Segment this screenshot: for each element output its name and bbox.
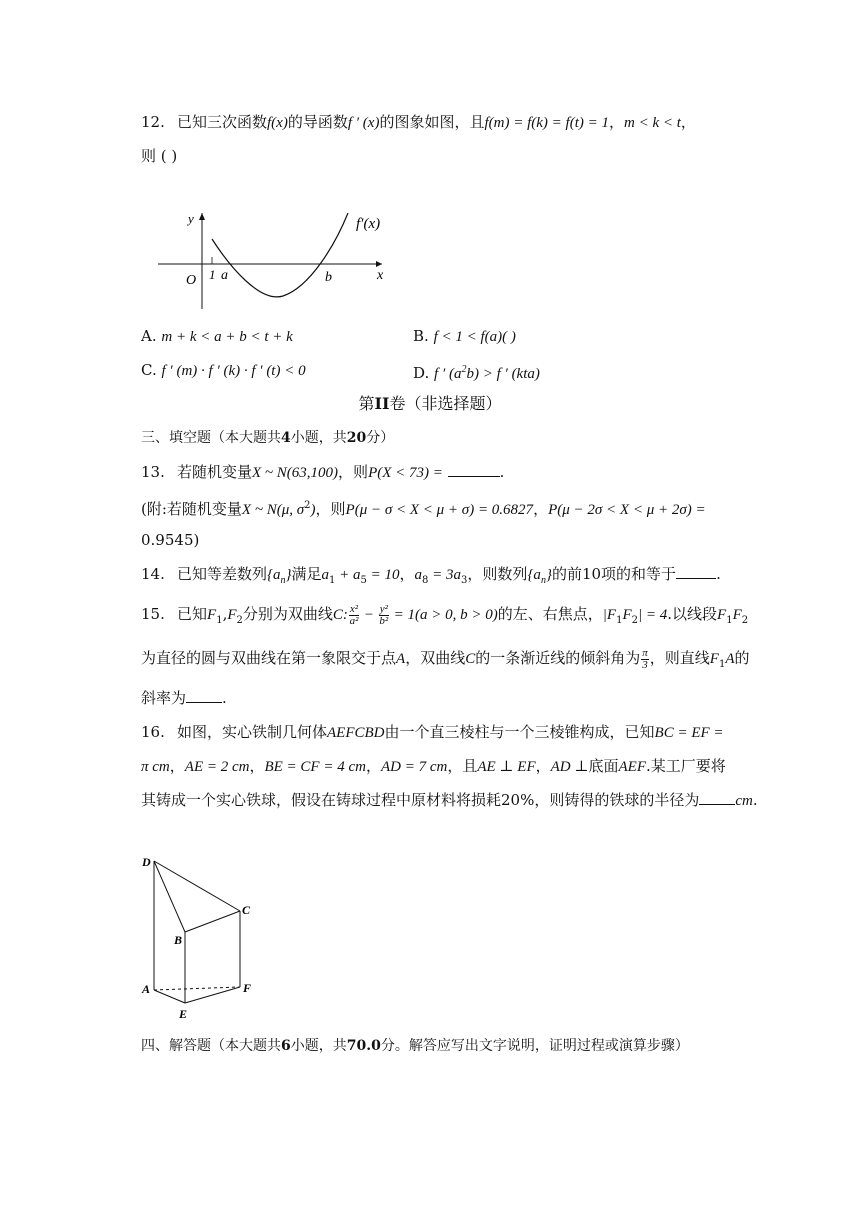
text: 4 [281,430,291,446]
y-axis-arrow [199,213,205,220]
math: A [396,651,406,667]
numerator: y² [379,602,388,615]
text: . [716,565,721,583]
question-15-line-3 [141,688,227,708]
math: AE = 2 cm [184,759,250,775]
math: {a [267,567,281,583]
answer-blank[interactable] [676,564,716,579]
text: ， [608,113,624,131]
label-b: B [174,933,183,947]
math: A [725,651,735,667]
math: a [321,567,330,583]
option-letter: C. [141,361,157,379]
option-text: f < 1 < f(a)( ) [433,329,516,345]
math: + a [335,567,361,583]
text: 已知等差数列 [177,565,268,583]
edge-af-hidden [154,987,240,990]
math: | = 4 [638,607,668,623]
text: 第 [358,394,375,413]
text: ， [533,500,549,518]
question-15-line-1 [141,602,748,633]
text: 若随机变量 [177,463,253,481]
text: 其铸成一个实心铁球，假设在铸球过程中原材料将损耗 [141,791,502,809]
question-13 [141,462,504,483]
subscript: n [280,575,286,586]
math: AD = 7 cm [380,759,448,775]
text: .以线段 [667,605,718,623]
label-a: A [142,982,151,996]
answer-blank[interactable] [186,688,222,703]
math: F [227,607,237,623]
denominator: b² [379,614,389,627]
text: , [222,605,228,623]
text: . [222,689,227,707]
option-b [413,326,516,347]
question-16-line-3 [141,790,758,811]
text: 的图象如图，且 [379,113,485,131]
math: P(X < 73) = [368,465,443,481]
fraction-pi-3 [641,648,649,671]
label-c: C [242,903,251,917]
question-number: 16. [141,723,165,741]
solid-figure [140,850,270,1030]
part-3-header [141,428,394,448]
math: C: [332,607,348,623]
text: 的前 [551,565,582,583]
superscript: 2 [461,364,467,375]
x-label: x [377,268,384,283]
x-axis-arrow [376,261,382,267]
text: ， [535,757,551,775]
y-label: y [188,211,194,226]
subscript: 2 [236,615,243,626]
fraction-x2-a2 [349,604,359,627]
origin-label: O [186,273,197,288]
text: . [752,791,758,809]
text: 如图，实心铁制几何体 [177,723,328,741]
b-label: b [325,270,332,285]
edge-ef [185,987,240,1003]
math: BE = CF = 4 cm [264,759,366,775]
math: a [414,567,423,583]
math: AEFCBD [327,725,385,741]
text: II [374,394,390,413]
subscript: 1 [718,659,726,670]
text: 分别为双曲线 [242,605,333,623]
text: (附:若随机变量 [141,500,242,518]
text: 斜率为 [141,689,187,707]
text: 小题，共 [290,430,347,446]
curve-label: f′(x) [356,216,381,232]
math: = 1(a > 0, b > 0) [389,607,498,623]
text: 的左、右焦点， [497,605,603,623]
option-a [141,326,293,347]
answer-blank[interactable] [448,462,500,477]
math: {a [527,567,541,583]
question-12-line-1 [141,112,696,133]
part-4-header [141,1036,689,1056]
text: . [499,463,505,481]
text: 的 [734,649,750,667]
option-c [141,360,306,381]
question-16-line-1 [141,722,724,743]
text: ，则直线 [649,649,710,667]
subscript: 1 [329,575,336,586]
text: 底面 [588,757,619,775]
superscript: 2 [304,500,311,511]
question-13-note-value: 0.9545) [141,531,200,549]
question-number: 15. [141,605,165,623]
math: = 3a [428,567,462,583]
option-letter: D. [413,364,430,382]
text: 6 [281,1038,291,1054]
math: AE ⊥ EF [477,759,536,775]
math: |F [602,607,617,623]
edge-db [154,861,185,932]
text: 20% [501,791,535,809]
text: ，则铸得的铁球的半径为 [534,791,700,809]
question-16-line-2 [141,756,726,777]
math: AD ⊥ [550,759,589,775]
text: 10 [581,565,602,583]
math: X ~ N(63,100) [252,465,339,481]
math: F [709,651,719,667]
math: C [465,651,476,667]
question-number: 14. [141,565,165,583]
text: 项的和等于 [601,565,677,583]
section-2-title [0,394,860,414]
math: f ′ (x) [347,115,380,131]
text: ， [249,757,265,775]
math: − [360,607,378,623]
subscript: 1 [726,615,733,626]
text: 70.0 [346,1038,381,1054]
text: 卷（非选择题） [389,394,502,413]
question-number: 13. [141,463,165,481]
derivative-graph [150,205,400,315]
text: ，则 [315,500,346,518]
denominator: 3 [642,658,648,671]
math: } [545,567,552,583]
math: π cm [141,759,170,775]
text: ，且 [447,757,478,775]
question-12-line-2: 则 ( ) [141,147,178,165]
math: P(μ − 2σ < X < μ + 2σ) = [548,502,706,518]
math: f(m) = f(k) = f(t) = 1 [484,115,609,131]
text: ， [680,113,696,131]
text: 满足 [291,565,322,583]
label-d: D [142,855,151,869]
denominator: a² [349,614,359,627]
option-d [413,360,540,384]
option-text: m + k < a + b < t + k [161,329,293,345]
edge-ae [154,990,185,1003]
subscript: 3 [461,575,468,586]
text: 由一个直三棱柱与一个三棱锥构成，已知 [384,723,655,741]
text: ， [365,757,381,775]
text: 已知 [177,605,208,623]
option-text: f ′ (a [434,366,462,382]
text: 已知三次函数 [177,113,268,131]
text: 为直径的圆与双曲线在第一象限交于点 [141,649,397,667]
math: F [622,607,632,623]
subscript: 8 [422,575,429,586]
label-e: E [179,1007,188,1021]
option-letter: B. [413,327,429,345]
numerator: π [642,646,648,659]
subscript: n [540,575,546,586]
text: 四、解答题（本大题共 [141,1038,281,1054]
math: m < k < t [624,115,681,131]
numerator: x² [349,602,359,615]
a-label: a [221,268,228,283]
text: 的一条渐近线的倾斜角为 [475,649,641,667]
text: ，双曲线 [405,649,466,667]
math: ) [310,502,316,518]
fraction-y2-b2 [379,604,389,627]
math: X ~ N(μ, σ [241,502,305,518]
question-number: 12. [141,113,165,131]
edge-bc [185,911,240,932]
subscript: 1 [216,615,223,626]
text: .某工厂要将 [646,757,726,775]
question-14 [141,564,721,591]
text: ， [169,757,185,775]
subscript: 5 [360,575,367,586]
option-text: b) > f ′ (kta) [466,366,540,382]
question-13-note [141,496,706,520]
text: ， [399,565,415,583]
math: F [732,607,742,623]
option-text: f ′ (m) · f ′ (k) · f ′ (t) < 0 [161,363,306,379]
math: = 10 [366,567,400,583]
answer-blank[interactable] [699,790,735,805]
math: cm [735,793,753,809]
math: F [207,607,217,623]
text: 的导函数 [287,113,348,131]
math: P(μ − σ < X < μ + σ) = 0.6827 [345,502,534,518]
text: ，则数列 [467,565,528,583]
math: AEF [618,759,647,775]
subscript: 2 [741,615,749,626]
text: 分。解答应写出文字说明，证明过程或演算步骤） [380,1038,689,1054]
label-f: F [243,981,252,995]
option-letter: A. [141,327,157,345]
math: } [285,567,292,583]
question-15-line-2 [141,646,750,677]
subscript: 2 [631,615,638,626]
text: 20 [346,430,367,446]
math: F [717,607,727,623]
text: ，则 [338,463,369,481]
subscript: 1 [616,615,623,626]
math: BC = EF = [654,725,724,741]
text: 分） [366,430,395,446]
text: 三、填空题（本大题共 [141,430,281,446]
edge-dc [154,861,240,911]
text: 小题，共 [290,1038,347,1054]
math: f(x) [267,115,288,131]
one-label: 1 [209,267,216,282]
